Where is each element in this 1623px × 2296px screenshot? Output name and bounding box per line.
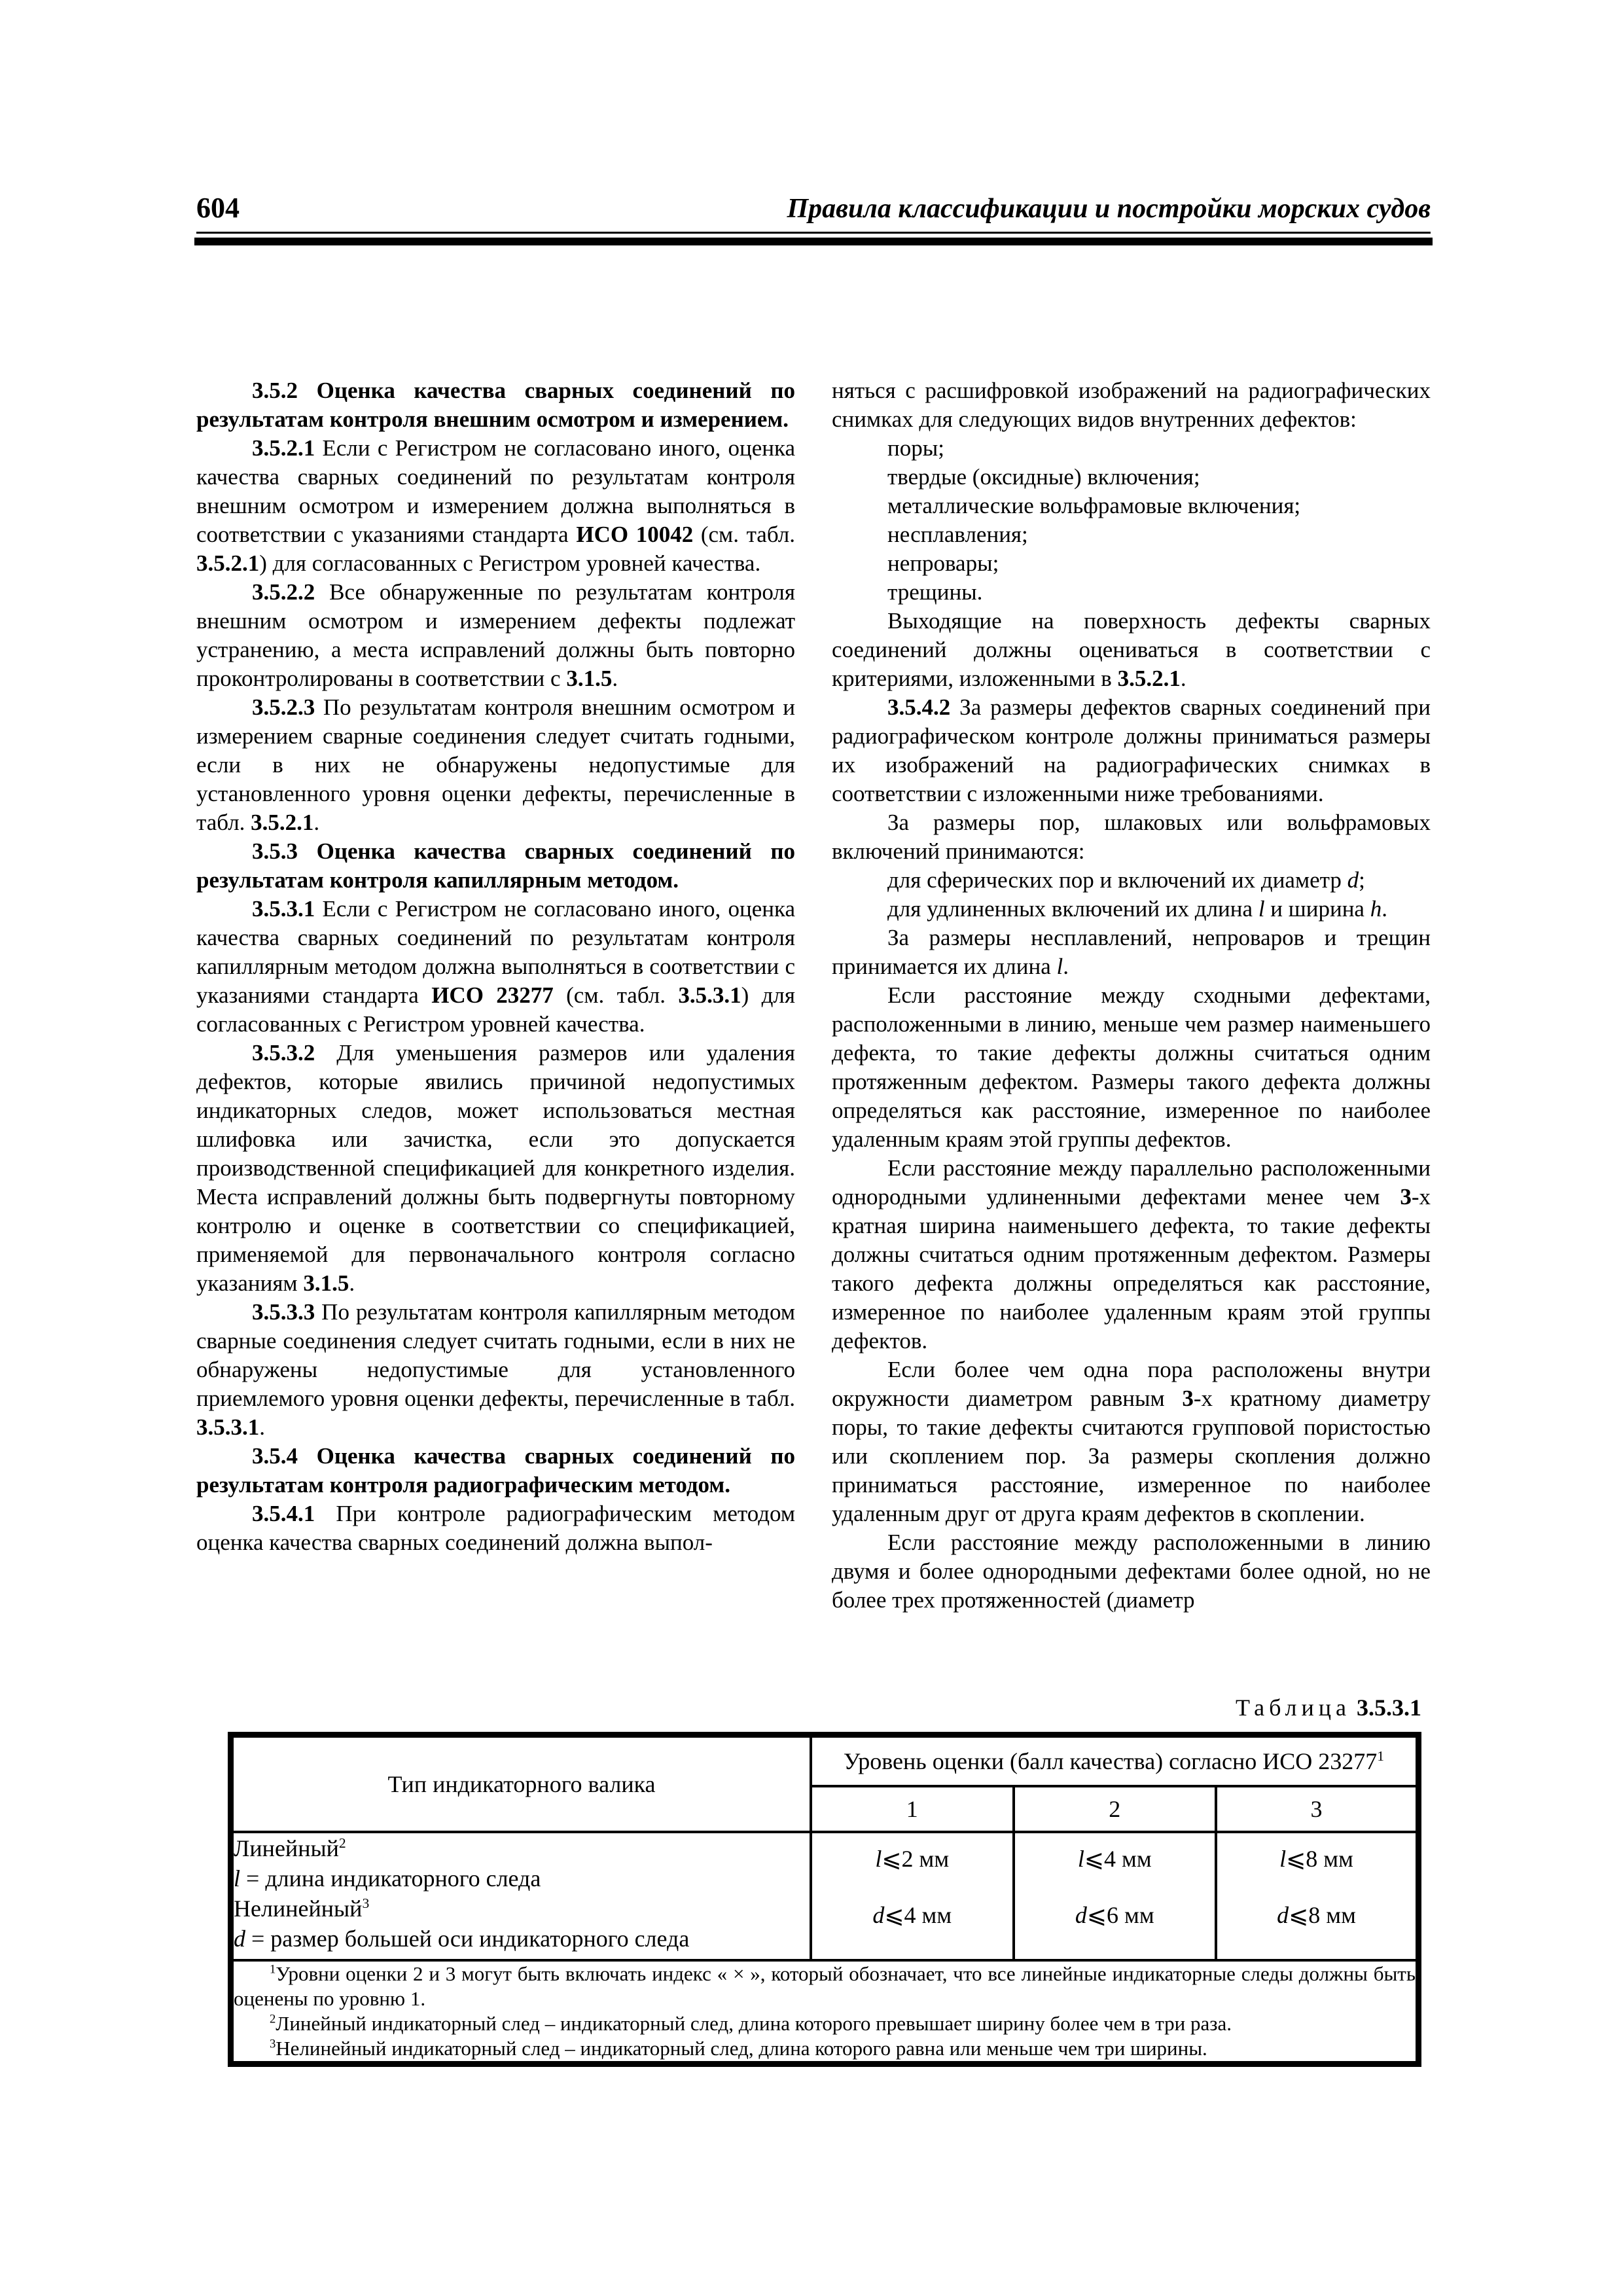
table-footnote — [234, 1962, 1416, 2011]
text-segment: твердые (оксидные) включения; — [887, 464, 1200, 490]
variable: l — [234, 1865, 241, 1892]
indication-type-definition — [234, 1863, 810, 1893]
paragraph — [832, 607, 1431, 693]
text-segment: l — [1056, 954, 1063, 979]
text-segment: ⩽2 мм — [882, 1846, 950, 1872]
paragraph — [832, 376, 1431, 434]
indication-type-name — [234, 1833, 810, 1863]
text-segment: 3.5.2.2 — [252, 579, 330, 605]
paragraph — [196, 578, 795, 693]
text-segment: 3 — [1400, 1184, 1412, 1210]
text-segment: 3.5.4 Оценка качества сварных соединений по результатам контроля радиографическим методом. — [196, 1443, 795, 1498]
text-segment: ⩽8 мм — [1289, 1902, 1356, 1928]
paragraph — [832, 520, 1431, 549]
header-rule-thick — [194, 238, 1433, 245]
variable: d — [1075, 1902, 1087, 1928]
footnote-ref: 2 — [338, 1835, 346, 1851]
limit-value — [1015, 1901, 1215, 1929]
text-segment: 3.5.2.1 — [1117, 666, 1181, 691]
quality-level-header-text: Уровень оценки (балл качества) согласно ИСО 23277 — [843, 1748, 1378, 1774]
text-segment: ⩽6 мм — [1086, 1902, 1154, 1928]
paragraph — [832, 578, 1431, 607]
text-segment: несплавления; — [887, 522, 1028, 547]
text-segment: Для уменьшения размеров или удаления дефектов, которые явились причиной недопустимых индикаторных следов, может использоваться местная шлифовка или зачистка, если это допускается производственной спецификацией для конкретного изделия. Места исправлений должны быть подвергнуты повторному контролю и оценке в соответствии со спецификацией, применяемой для первоначального контроля согласно указаниям — [196, 1040, 795, 1296]
text-segment: 3.5.3.2 — [252, 1040, 337, 1066]
limit-value-cell — [1014, 1832, 1217, 1960]
paragraph — [196, 434, 795, 578]
text-segment: для сферических пор и включений их диаметр — [887, 867, 1347, 893]
text-segment: 3.5.3 Оценка качества сварных соединений по результатам контроля капиллярным методом. — [196, 838, 795, 893]
text-segment: Если расстояние между сходными дефектами, расположенными в линию, меньше чем размер наименьшего дефекта, то такие дефекты должны считаться одним протяженным дефектом. Размеры такого дефекта должны определяться как расстояние, измеренное по наиболее удаленным краям этой группы дефектов. — [832, 982, 1431, 1152]
paragraph — [196, 1298, 795, 1442]
text-segment: 3.5.3.1 — [678, 982, 741, 1008]
text-segment: l — [1258, 896, 1265, 922]
limit-value-cell — [1216, 1832, 1419, 1960]
right-column — [832, 376, 1431, 1695]
text-segment: 3.1.5 — [566, 666, 613, 691]
limit-value — [812, 1901, 1012, 1929]
paragraph — [196, 693, 795, 837]
text-segment: За размеры несплавлений, непроваров и трещин принимается их длина — [832, 925, 1431, 979]
paragraph — [196, 1499, 795, 1557]
text-segment: няться с расшифровкой изображений на радиографических снимках для следующих видов внутренних дефектов: — [832, 378, 1431, 432]
text-segment: По результатам контроля внешним осмотром и измерением сварные соединения следует считать годными, если в них не обнаружены недопустимые для установленного уровня оценки дефекты, перечисленные в табл. — [196, 694, 795, 835]
paragraph — [196, 376, 795, 434]
text-segment: Если расстояние между расположенными в линию двумя и более однородными дефектами более одной, но не более трех протяженностей (диаметр — [832, 1530, 1431, 1613]
text-segment: = размер большей оси индикаторного следа — [245, 1926, 690, 1952]
text-segment: . — [1382, 896, 1387, 922]
text-segment: ) для согласованных с Регистром уровней качества. — [196, 982, 795, 1037]
footnote-ref: 3 — [270, 2037, 276, 2051]
left-column — [196, 376, 795, 1695]
text-segment: Нелинейный индикаторный след – индикаторный след, длина которого равна или меньше чем три ширины. — [276, 2037, 1207, 2060]
text-segment: 3 — [1182, 1386, 1194, 1411]
limit-value — [1217, 1845, 1416, 1873]
indication-type-definition — [234, 1924, 810, 1954]
page-header — [196, 191, 1431, 224]
text-segment: металлические вольфрамовые включения; — [887, 493, 1301, 518]
text-segment: -х кратная ширина наименьшего дефекта, то такие дефекты должны считаться одним протяженным дефектом. Размеры такого дефекта должны определяться как расстояние, измеренное по наиболее удаленным краям этой группы дефектов. — [832, 1184, 1431, 1354]
text-segment: Линейный — [234, 1835, 339, 1861]
variable: d — [234, 1926, 245, 1952]
paragraph — [832, 866, 1431, 895]
text-segment: 3.5.3.1 — [196, 1414, 260, 1440]
text-segment: -х кратному диаметру поры, то такие дефекты считаются групповой пористостью или скоплением пор. За размеры скопления должно приниматься расстояние, измеренное по наиболее удаленным друг от друга краям дефектов в скоплении. — [832, 1386, 1431, 1526]
text-segment: . — [612, 666, 618, 691]
variable: l — [1279, 1846, 1287, 1872]
text-segment: Нелинейный — [234, 1895, 363, 1922]
text-segment: ИСО 10042 — [576, 522, 694, 547]
text-segment: По результатам контроля капиллярным методом сварные соединения следует считать годными, если в них не обнаружены недопустимые для установленного приемлемого уровня оценки дефекты, перечисленные в табл. — [196, 1299, 795, 1411]
page-number: 604 — [196, 192, 240, 224]
text-segment: 3.1.5 — [303, 1270, 349, 1296]
text-segment: 3.5.4.2 — [887, 694, 960, 720]
text-segment: . — [1063, 954, 1069, 979]
variable: l — [875, 1846, 882, 1872]
table-footnotes-row — [231, 1960, 1419, 2064]
table-caption — [228, 1694, 1421, 1721]
text-segment: Если расстояние между параллельно расположенными однородными удлиненными дефектами менее чем — [832, 1155, 1431, 1210]
paragraph — [196, 1442, 795, 1499]
footnote-ref: 2 — [270, 2012, 276, 2026]
paragraph — [832, 1154, 1431, 1355]
text-segment: Линейный индикаторный след – индикаторный след, длина которого превышает ширину более чем в три раза. — [276, 2012, 1232, 2035]
text-segment: поры; — [887, 435, 944, 461]
limit-value — [1217, 1901, 1416, 1929]
paragraph — [832, 492, 1431, 520]
text-segment: Выходящие на поверхность дефекты сварных соединений должны оцениваться в соответствии с критериями, изложенными в — [832, 608, 1431, 691]
table-body-row — [231, 1832, 1419, 1960]
paragraph — [832, 1355, 1431, 1528]
text-segment: 3.5.3.3 — [252, 1299, 322, 1325]
paragraph — [832, 895, 1431, 924]
quality-levels-table — [228, 1732, 1421, 2067]
paragraph — [832, 549, 1431, 578]
level-header-cell: 2 — [1014, 1786, 1217, 1832]
text-segment: трещины. — [887, 579, 983, 605]
text-segment: 3.5.3.1 — [252, 896, 323, 922]
paragraph — [832, 981, 1431, 1154]
text-segment: непровары; — [887, 550, 999, 576]
paragraph — [196, 895, 795, 1039]
variable: d — [1277, 1902, 1289, 1928]
column-header-quality-level — [811, 1735, 1419, 1787]
running-title: Правила классификации и постройки морских судов — [787, 194, 1431, 224]
text-segment: ; — [1359, 867, 1365, 893]
text-segment: 3.5.2.3 — [252, 694, 323, 720]
text-segment: Если с Регистром не согласовано иного, оценка качества сварных соединений по результатам контроля внешним осмотром и измерением должна выполняться в соответствии с указаниями стандарта — [196, 435, 795, 547]
text-segment: . — [259, 1414, 265, 1440]
footnote-ref: 3 — [362, 1895, 370, 1911]
paragraph — [196, 1039, 795, 1298]
table-header-row-1 — [231, 1735, 1419, 1787]
text-segment: . — [313, 810, 320, 835]
text-segment: Если более чем одна пора расположены внутри окружности диаметром равным — [832, 1357, 1431, 1411]
text-segment: Если с Регистром не согласовано иного, оценка качества сварных соединений по результатам контроля капиллярным методом должна выполняться в соответствии с указаниями стандарта — [196, 896, 795, 1008]
quality-level-header-footnote-ref: 1 — [1377, 1748, 1385, 1764]
variable: d — [872, 1902, 885, 1928]
level-header-cell: 3 — [1216, 1786, 1419, 1832]
text-segment: . — [1180, 666, 1186, 691]
text-segment: 3.5.2.1 — [252, 435, 323, 461]
text-segment: (см. табл. — [553, 982, 679, 1008]
text-segment: Уровни оценки 2 и 3 могут быть включать индекс « × », который обозначает, что все линейные индикаторные следы должны быть оценены по уровню 1. — [234, 1962, 1416, 2010]
text-segment: d — [1347, 867, 1359, 893]
paragraph — [832, 693, 1431, 808]
text-segment: h — [1370, 896, 1382, 922]
text-segment: ) для согласованных с Регистром уровней качества. — [259, 550, 761, 576]
table-caption-number: 3.5.3.1 — [1357, 1695, 1421, 1721]
text-segment: Все обнаруженные по результатам контроля внешним осмотром и измерением дефекты подлежат устранению, а места исправлений должны быть повторно проконтролированы в соответствии с — [196, 579, 795, 691]
variable: l — [1077, 1846, 1084, 1872]
text-segment: для удлиненных включений их длина — [887, 896, 1258, 922]
paragraph — [832, 434, 1431, 463]
footnote-ref: 1 — [270, 1962, 276, 1977]
text-segment: ⩽4 мм — [884, 1902, 952, 1928]
text-segment: и ширина — [1264, 896, 1370, 922]
limit-value — [812, 1845, 1012, 1873]
limit-value-cell — [811, 1832, 1014, 1960]
indication-type-cell — [231, 1832, 812, 1960]
table-footnote — [234, 2011, 1416, 2036]
text-segment: При контроле радиографическим методом оценка качества сварных соединений должна выпол- — [196, 1501, 795, 1555]
paragraph — [832, 924, 1431, 981]
text-segment: 3.5.4.1 — [252, 1501, 336, 1526]
text-segment: За размеры пор, шлаковых или вольфрамовых включений принимаются: — [832, 810, 1431, 864]
paragraph — [832, 463, 1431, 492]
text-segment: ⩽4 мм — [1084, 1846, 1152, 1872]
table-footnote — [234, 2036, 1416, 2061]
indication-type-name — [234, 1893, 810, 1924]
paragraph — [196, 837, 795, 895]
text-segment: 3.5.2 Оценка качества сварных соединений по результатам контроля внешним осмотром и измерением. — [196, 378, 795, 432]
text-segment: = длина индикаторного следа — [240, 1865, 541, 1892]
text-segment: 3.5.2.1 — [196, 550, 260, 576]
text-segment: . — [349, 1270, 355, 1296]
paragraph — [832, 808, 1431, 866]
text-segment: За размеры дефектов сварных соединений при радиографическом контроле должны приниматься размеры их изображений на радиографических снимках в соответствии с изложенными ниже требованиями. — [832, 694, 1431, 806]
footnotes-cell — [231, 1960, 1419, 2064]
column-header-indication-type: Тип индикаторного валика — [231, 1735, 812, 1833]
text-segment: ИСО 23277 — [431, 982, 554, 1008]
limit-value — [1015, 1845, 1215, 1873]
header-rule-thin — [196, 232, 1431, 234]
body-columns — [196, 376, 1431, 1695]
table-caption-word: Таблица — [1236, 1695, 1351, 1721]
text-segment: (см. табл. — [693, 522, 795, 547]
paragraph — [832, 1528, 1431, 1615]
text-segment: 3.5.2.1 — [251, 810, 314, 835]
text-segment: ⩽8 мм — [1286, 1846, 1353, 1872]
level-header-cell: 1 — [811, 1786, 1014, 1832]
